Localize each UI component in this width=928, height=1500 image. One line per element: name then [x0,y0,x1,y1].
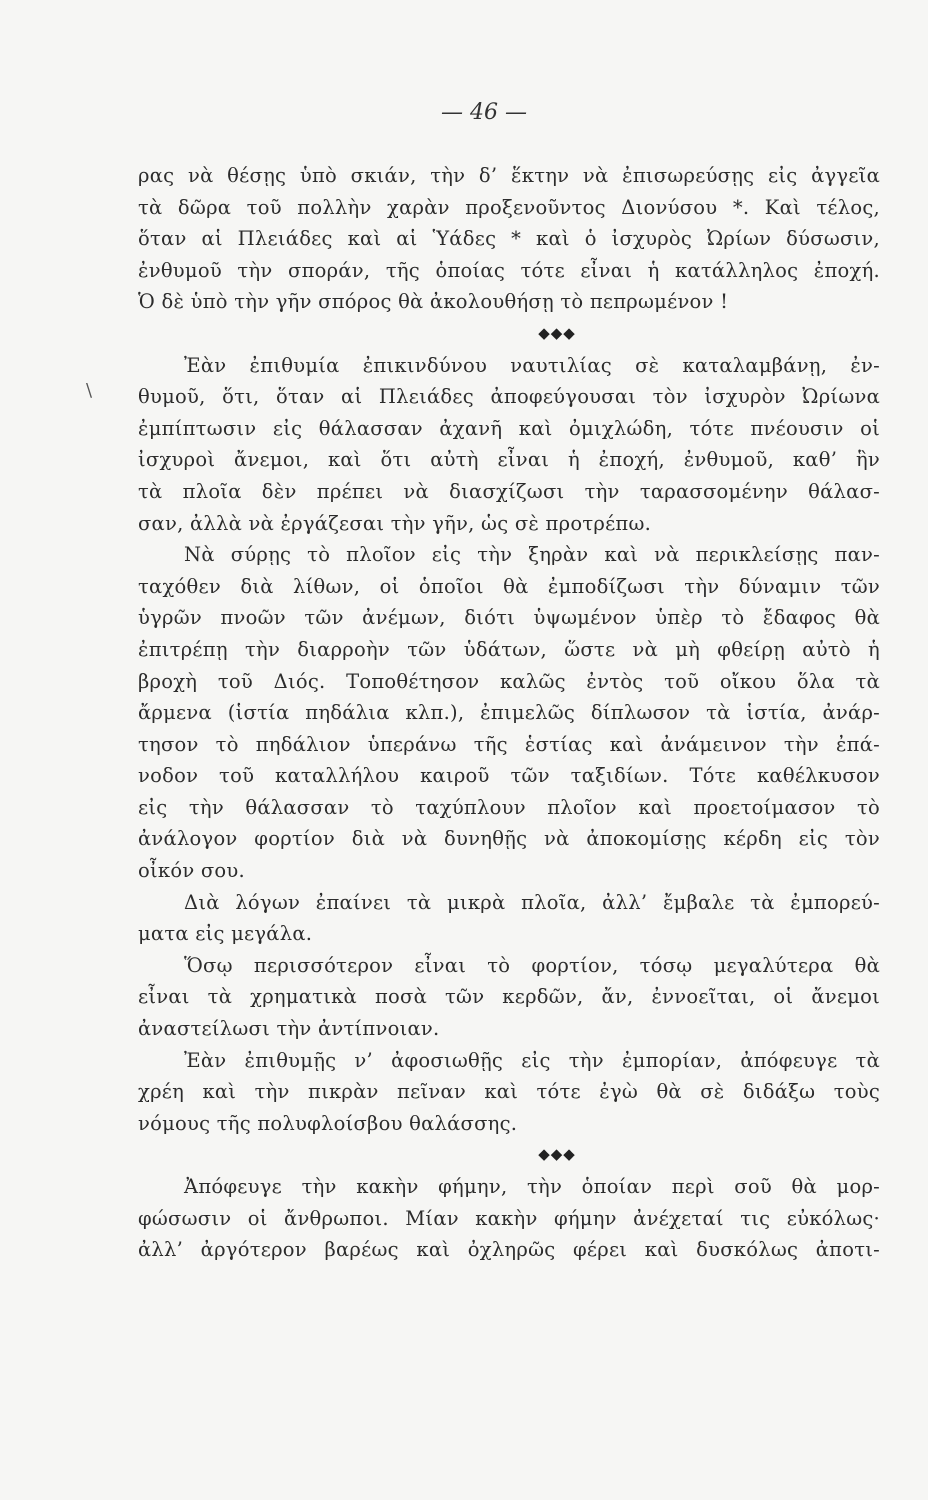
text-line: νόμους τῆς πολυφλοίσβου θαλάσσης. [138,1111,518,1135]
body-text [138,160,880,1266]
text-line: ἰσχυροὶ ἄνεμοι, καὶ ὅτι αὐτὴ εἶναι ἡ ἐποχή, ἐνθυμοῦ, καθ’ ἣν [138,448,880,472]
text-line: εἶναι τὰ χρηματικὰ ποσὰ τῶν κερδῶν, ἄν, ἐννοεῖται, οἱ ἄνεμοι [138,985,880,1009]
text-line: ἐμπίπτωσιν εἰς θάλασσαν ἀχανῆ καὶ ὀμιχλώδη, τότε πνέουσιν οἱ [138,416,880,440]
text-line: ρας νὰ θέσῃς ὑπὸ σκιάν, τὴν δ’ ἕκτην νὰ ἐπισωρεύσῃς εἰς ἀγγεῖα [138,164,880,187]
text-line: ὅταν αἱ Πλειάδες καὶ αἱ Ὑάδες * καὶ ὁ ἰσχυρὸς Ὠρίων δύσωσιν, [138,227,880,251]
paragraph-first-line: Ὅσῳ περισσότερον εἶναι τὸ φορτίον, τόσῳ μεγαλύτερα θὰ [184,953,880,977]
text-line: χρέη καὶ τὴν πικρὰν πεῖναν καὶ τότε ἐγὼ θὰ σὲ διδάξω τοὺς [138,1080,880,1104]
text-line: φώσωσιν οἱ ἄνθρωποι. Μίαν κακὴν φήμην ἀνέχεταί τις εὐκόλως· [138,1206,880,1230]
paragraph-first-line: Νὰ σύρῃς τὸ πλοῖον εἰς τὴν ξηρὰν καὶ νὰ περικλείσῃς παν- [184,543,880,567]
section-ornament [138,1139,880,1171]
page-number: — 46 — [441,100,527,125]
text-line: ἐπιτρέπῃ τὴν διαρροὴν τῶν ὑδάτων, ὥστε νὰ μὴ φθείρῃ αὐτὸ ἡ [138,637,880,661]
margin-mark: \ [86,380,93,401]
text-line: Ὁ δὲ ὑπὸ τὴν γῆν σπόρος θὰ ἀκολουθήσῃ τὸ πεπρωμένον ! [138,290,729,314]
text-line: τὰ δῶρα τοῦ πολλὴν χαρὰν προξενοῦντος Διονύσου *. Καὶ τέλος, [138,195,880,219]
paragraph-first-line: Ἀπόφευγε τὴν κακὴν φήμην, τὴν ὁποίαν περὶ σοῦ θὰ μορ- [184,1175,880,1198]
text-line: ἀλλ’ ἀργότερον βαρέως καὶ ὀχληρῶς φέρει καὶ δυσκόλως ἀποτι- [138,1238,880,1262]
text-line: θυμοῦ, ὅτι, ὅταν αἱ Πλειάδες ἀποφεύγουσαι τὸν ἰσχυρὸν Ὠρίωνα [138,385,880,409]
text-line: ἀναστείλωσι τὴν ἀντίπνοιαν. [138,1017,440,1041]
section-ornament [138,318,880,350]
text-line: τησον τὸ πηδάλιον ὑπεράνω τῆς ἑστίας καὶ ἀνάμεινον τὴν ἐπά- [138,732,880,756]
text-line: βροχὴ τοῦ Διός. Τοποθέτησον καλῶς ἐντὸς τοῦ οἴκου ὅλα τὰ [138,669,880,693]
text-line: ματα εἰς μεγάλα. [138,922,313,946]
text-line: ἀνάλογον φορτίον διὰ νὰ δυνηθῇς νὰ ἀποκομίσῃς κέρδη εἰς τὸν [138,827,880,851]
paragraph-first-line: Διὰ λόγων ἐπαίνει τὰ μικρὰ πλοῖα, ἀλλ’ ἔμβαλε τὰ ἐμπορεύ- [184,890,880,914]
paragraph-first-line: Ἐὰν ἐπιθυμία ἐπικινδύνου ναυτιλίας σὲ καταλαμβάνῃ, ἐν- [184,353,880,377]
text-line: ὑγρῶν πνοῶν τῶν ἀνέμων, διότι ὑψωμένον ὑπὲρ τὸ ἔδαφος θὰ [138,606,880,630]
ornament-glyphs: ◆◆◆ [538,323,576,342]
ornament-glyphs: ◆◆◆ [538,1145,576,1164]
paragraph-first-line: Ἐὰν ἐπιθυμῇς ν’ ἀφοσιωθῇς εἰς τὴν ἐμπορίαν, ἀπόφευγε τὰ [184,1048,880,1072]
text-line: οἶκόν σου. [138,859,245,883]
text-line: εἰς τὴν θάλασσαν τὸ ταχύπλουν πλοῖον καὶ προετοίμασον τὸ [138,795,880,819]
text-line: σαν, ἀλλὰ νὰ ἐργάζεσαι τὴν γῆν, ὡς σὲ προτρέπω. [138,511,652,535]
text-line: ταχόθεν διὰ λίθων, οἱ ὁποῖοι θὰ ἐμποδίζωσι τὴν δύναμιν τῶν [138,574,880,598]
text-line: ἄρμενα (ἱστία πηδάλια κλπ.), ἐπιμελῶς δίπλωσον τὰ ἱστία, ἀνάρ- [138,701,880,725]
text-line: νοδον τοῦ καταλλήλου καιροῦ τῶν ταξιδίων. Τότε καθέλκυσον [138,764,880,788]
text-line: ἐνθυμοῦ τὴν σποράν, τῆς ὁποίας τότε εἶναι ἡ κατάλληλος ἐποχή. [138,258,880,282]
text-line: τὰ πλοῖα δὲν πρέπει νὰ διασχίζωσι τὴν ταρασσομένην θάλασ- [138,479,880,503]
